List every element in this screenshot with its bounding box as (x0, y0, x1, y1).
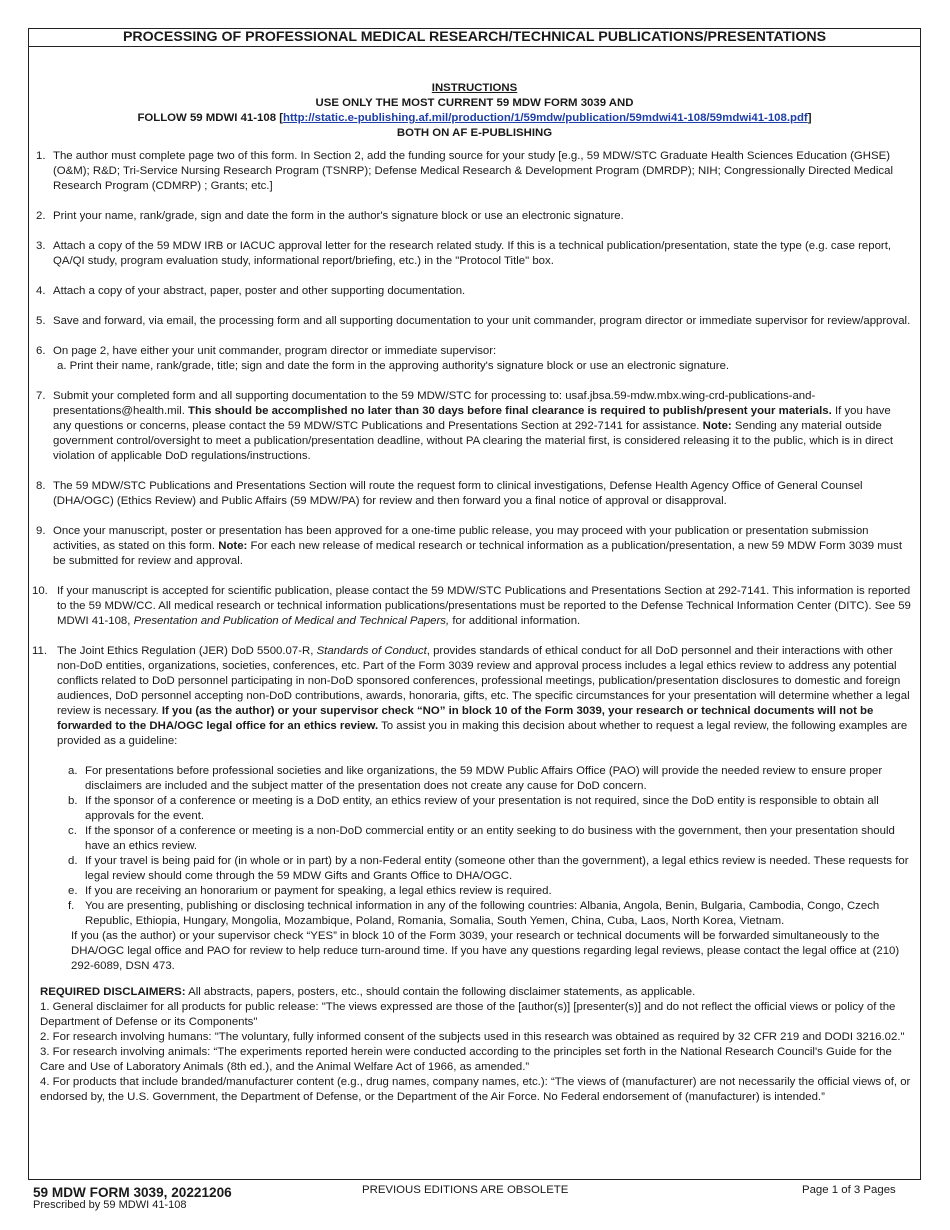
item-text: Attach a copy of the 59 MDW IRB or IACUC approval letter for the research related study. If this is a technical publication/presentation, state the type (e.g. case report, QA/QI study, program evaluation study, informational report/briefing, etc.) in the "Protocol Title" box. (53, 240, 892, 267)
example-letter: a. (68, 765, 78, 777)
item-deadline-bold: This should be accomplished no later than 30 days before final clearance is required to publish/present your materials. (188, 405, 832, 417)
disclaimer-animals: 3. For research involving animals: “The experiments reported herein were conducted according to the principles set forth in the National Research Council's Guide for the Care and Use of Laboratory Animals (8th ed.), and the Animal Welfare Act of 1966, as amended.” (40, 1046, 892, 1073)
instruction-item-2 (29, 209, 920, 224)
disclaimer-general: 1. General disclaimer for all products for public release: "The views expressed are those of the [author(s)] [presenter(s)] and do not reflect the official views or policy of the Department of Defense or its Components" (40, 1001, 896, 1028)
item-text: Save and forward, via email, the processing form and all supporting documentation to your unit commander, program director or immediate supervisor for review/approval. (53, 315, 911, 327)
item-text-a: The Joint Ethics Regulation (JER) DoD 5500.07-R, (57, 645, 317, 657)
disclaimer-manufacturer: 4. For products that include branded/manufacturer content (e.g., drug names, company names, etc.): “The views of (manufacturer) are not necessarily the official views of, or endorsed by, the U.S. Government, the Department of Defense, or the Department of the Air Force. No Federal endorsement of (manufacturer) is intended.” (40, 1076, 911, 1103)
example-letter: e. (68, 885, 78, 897)
instructions-line2-pre: FOLLOW 59 MDWI 41-108 [ (137, 112, 284, 124)
instructions-line2 (29, 111, 920, 126)
item-text-c: To assist you in making this decision about whether to request a legal review, the following examples are provided as a guideline: (57, 720, 908, 747)
item-italic-title: Presentation and Publication of Medical and Technical Papers, (133, 615, 450, 627)
instruction-item-7 (29, 389, 920, 464)
guideline-example (57, 884, 912, 899)
instructions-block (29, 81, 920, 141)
item-text-b: For each new release of medical research or technical information as a publication/presentation, a new 59 MDW Form 3039 must be submitted for review and approval. (53, 540, 902, 567)
item-text-b: , provides standards of ethical conduct for all DoD personnel and their interactions with other non-DoD entities, organizations, societies, conferences, etc. Part of the Form 3039 review and approval process includes a legal ethics review to address any potential conflicts related to DoD personnel participating in non-DoD sponsored conferences, professional meetings, publication/presentation disclosures to domestic and foreign audiences, DoD personnel accepting non-DoD contributions, awards, honoraria, gifts, etc. The specific circumstances for your presentation will determine whether a legal review is necessary. (57, 645, 910, 717)
item-text: Print your name, rank/grade, sign and date the form in the author's signature block or use an electronic signature. (53, 210, 624, 222)
example-letter: c. (68, 825, 77, 837)
item-text-a: Once your manuscript, poster or presentation has been approved for a one-time public release, you may proceed with your publication or presentation submission activities, as stated on this form. (53, 525, 869, 552)
legal-review-note: If you (as the author) or your supervisor check “YES” in block 10 of the Form 3039, your research or technical documents will be forwarded simultaneously to the DHA/OGC legal office and PAO for review to help reduce turn-around time. If you have any questions regarding legal reviews, please contact the legal office at (210) 292-6089, DSN 473. (71, 930, 900, 972)
instruction-item-5 (29, 314, 920, 329)
guideline-example (57, 899, 912, 929)
example-text: You are presenting, publishing or disclosing technical information in any of the following countries: Albania, Angola, Benin, Bulgaria, Cambodia, Congo, Czech Republic, Ethiopia, Hungary, Mongolia, Mozambique, Poland, Romania, Somalia, South Yemen, China, Cuba, Laos, North Korea, Vietnam. (85, 900, 880, 927)
item-note-bold: Note: (702, 420, 732, 432)
item-text-b: If you have any questions or concerns, please contact the 59 MDW/STC Publications and Presentations Section at 292-7141 for assistance. (53, 405, 891, 432)
instructions-heading: INSTRUCTIONS (431, 82, 518, 94)
item-number: 5. (36, 315, 46, 327)
instruction-item-6 (29, 344, 920, 374)
item-ethics-bold: If you (as the author) or your supervisor check “NO” in block 10 of the Form 3039, your research or technical documents will not be forwarded to the DHA/OGC legal office for an ethics review. (57, 705, 874, 732)
prescribed-by: Prescribed by 59 MDWI 41-108 (33, 1199, 187, 1211)
instruction-item-9 (29, 524, 920, 569)
instruction-list (29, 149, 920, 974)
item-text-a: Submit your completed form and all supporting documentation to the 59 MDW/STC for processing to: usaf.jbsa.59-mdw.mbx.wing-crd-publications-and-presentations@health.mil. (53, 390, 816, 417)
item-text-b: for additional information. (449, 615, 581, 627)
item-number: 10. (32, 585, 48, 597)
item-text-a: If your manuscript is accepted for scientific publication, please contact the 59 MDW/STC Publications and Presentations Section at 292-7141. This information is reported to the 59 MDW/CC. All medical research or technical information publications/presentations must be reported to the Defense Technical Information Center (DITC). See 59 MDWI 41-108, (57, 585, 911, 627)
item-text: Attach a copy of your abstract, paper, poster and other supporting documentation. (53, 285, 466, 297)
required-disclaimers (29, 985, 920, 1105)
disclaimers-intro (40, 985, 912, 1000)
item-number: 6. (36, 345, 46, 357)
disclaimer-humans: 2. For research involving humans: "The voluntary, fully informed consent of the subjects used in this research was obtained as required by 32 CFR 219 and DODI 3216.02." (40, 1031, 905, 1043)
example-text: If the sponsor of a conference or meeting is a DoD entity, an ethics review of your presentation is not required, since the DoD entity is responsible to obtain all approvals for the event. (85, 795, 879, 822)
form-id: 59 MDW FORM 3039, 20221206 (33, 1185, 232, 1200)
item-italic-title: Standards of Conduct (316, 645, 427, 657)
example-text: If your travel is being paid for (in whole or in part) by a non-Federal entity (someone other than the government), a legal ethics review is needed. These requests for legal review should come through the 59 MDW Gifts and Grants Office to DHA/OGC. (85, 855, 909, 882)
instructions-line3: BOTH ON AF E-PUBLISHING (396, 127, 553, 139)
item-number: 1. (36, 150, 46, 162)
instruction-item-3 (29, 239, 920, 269)
instruction-item-11 (29, 644, 920, 974)
example-letter: f. (68, 900, 75, 912)
item-number: 9. (36, 525, 46, 537)
mdwi-publication-link[interactable]: http://static.e-publishing.af.mil/production/1/59mdw/publication/59mdwi41-108/59mdwi41-108.pdf (283, 112, 808, 124)
form-title: PROCESSING OF PROFESSIONAL MEDICAL RESEARCH/TECHNICAL PUBLICATIONS/PRESENTATIONS (29, 29, 920, 47)
item-number: 7. (36, 390, 46, 402)
item-text: On page 2, have either your unit commander, program director or immediate supervisor: (53, 345, 497, 357)
instruction-item-4 (29, 284, 920, 299)
editions-notice: PREVIOUS EDITIONS ARE OBSOLETE (362, 1184, 569, 1196)
disclaimers-heading: REQUIRED DISCLAIMERS: (40, 986, 186, 998)
example-letter: d. (68, 855, 78, 867)
item-note-bold: Note: (218, 540, 248, 552)
item-number: 4. (36, 285, 46, 297)
disclaimers-intro-text: All abstracts, papers, posters, etc., should contain the following disclaimer statements, as applicable. (185, 986, 696, 998)
instructions-line2-post: ] (807, 112, 812, 124)
instruction-item-10 (29, 584, 920, 629)
instruction-item-8 (29, 479, 920, 509)
form-content (29, 81, 920, 1105)
item-number: 3. (36, 240, 46, 252)
instruction-item-1 (29, 149, 920, 194)
guideline-example (57, 824, 912, 854)
page-indicator: Page 1 of 3 Pages (802, 1184, 896, 1196)
instructions-line1: USE ONLY THE MOST CURRENT 59 MDW FORM 3039 AND (315, 97, 634, 109)
item-text: The author must complete page two of this form. In Section 2, add the funding source for your study [e.g., 59 MDW/STC Graduate Health Sciences Education (GHSE) (O&M); R&D; Tri-Service Nursing Research Program (TSNRP); Defense Medical Research & Development Program (DMRDP); NIH; Congressionally Directed Medical Research Program (CDMRP) ; Grants; etc.] (53, 150, 893, 192)
item-subtext: a. Print their name, rank/grade, title; sign and date the form in the approving authority's signature block or use an electronic signature. (57, 360, 730, 372)
item-number: 11. (32, 645, 47, 657)
example-text: If the sponsor of a conference or meeting is a non-DoD commercial entity or an entity seeking to do business with the government, then your presentation should have an ethics review. (85, 825, 895, 852)
item-number: 8. (36, 480, 46, 492)
item-text: The 59 MDW/STC Publications and Presentations Section will route the request form to clinical investigations, Defense Health Agency Office of General Counsel (DHA/OGC) (Ethics Review) and Public Affairs (59 MDW/PA) for review and then forward you a final notice of approval or disapproval. (53, 480, 863, 507)
guideline-example (57, 794, 912, 824)
item-number: 2. (36, 210, 46, 222)
example-text: If you are receiving an honorarium or payment for speaking, a legal ethics review is required. (85, 885, 552, 897)
guideline-example (57, 764, 912, 794)
guideline-examples (57, 764, 912, 929)
example-letter: b. (68, 795, 78, 807)
item-text-c: Sending any material outside government control/oversight to meet a publication/presentation deadline, without PA clearing the material first, is considered releasing it to the public, which is in direct violation of applicable DoD regulations/instructions. (53, 420, 893, 462)
example-text: For presentations before professional societies and like organizations, the 59 MDW Public Affairs Office (PAO) will provide the needed review to ensure proper disclaimers are included and the subject matter of the presentation does not create any cause for DoD concern. (85, 765, 883, 792)
guideline-example (57, 854, 912, 884)
form-frame (28, 28, 921, 1180)
